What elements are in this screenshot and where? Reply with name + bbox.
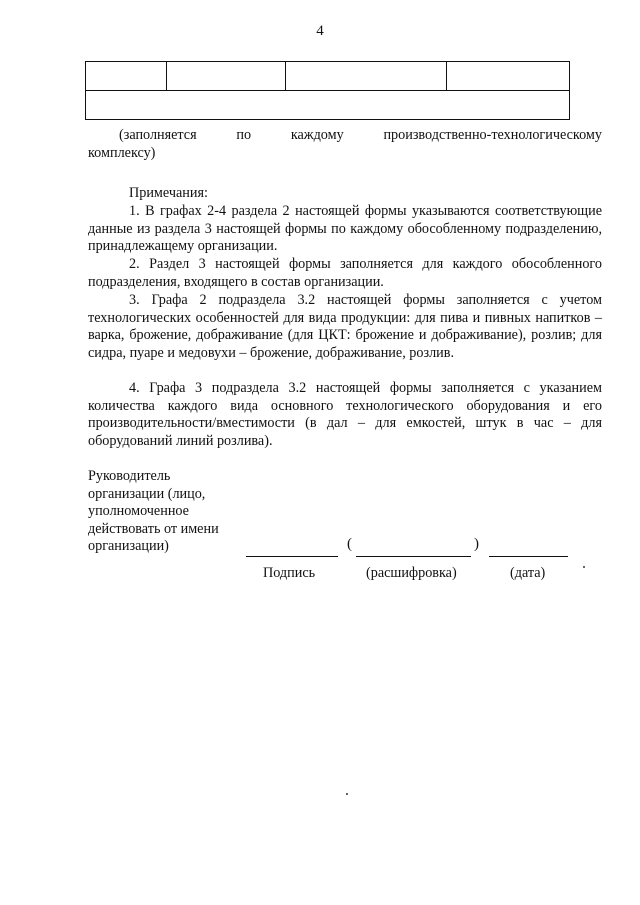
fill-note-line-1: (заполняется по каждому производственно-технологическому (119, 127, 602, 143)
note-item-2: 2. Раздел 3 настоящей формы заполняется для каждого обособленного подразделения, входящего в состав организации. (88, 256, 602, 290)
table-cell (446, 62, 569, 91)
note-item-4: 4. Графа 3 подраздела 3.2 настоящей формы заполняется с указанием количества каждого вида основного технологического оборудования и его производительности/вместимости (в дал – для емкостей, штук в час – для оборудований линий розлива). (88, 380, 602, 449)
note-item-3: 3. Графа 2 подраздела 3.2 настоящей формы заполняется с учетом технологических особенностей для вида продукции: для пива и пивных напитков – варка, брожение, дображивание (для ЦКТ: брожение и дображивание), розлив; для сидра, пуаре и медовухи – брожение, дображивание, розлив. (88, 292, 602, 361)
notes-title: Примечания: (129, 185, 208, 201)
table-row (86, 91, 570, 120)
table-cell-merged (86, 91, 570, 120)
signature-line (246, 556, 338, 557)
fill-note-line-2: комплексу) (88, 144, 156, 161)
table-row (86, 62, 570, 91)
table-cell (166, 62, 285, 91)
fill-note (88, 127, 602, 162)
caption-date: (дата) (510, 565, 546, 581)
table-cell (86, 62, 167, 91)
signer-label: Руководитель организации (лицо, уполномоченное действовать от имени организации) (88, 468, 219, 555)
date-line (489, 556, 568, 557)
close-paren: ) (474, 536, 479, 552)
note-item-1: 1. В графах 2-4 раздела 2 настоящей формы указываются соответствующие данные из раздела 3 настоящей формы по каждому обособленному подразделению, принадлежащему организации. (88, 203, 602, 255)
open-paren: ( (347, 536, 352, 552)
table-cell (285, 62, 446, 91)
caption-decoding: (расшифровка) (366, 565, 457, 581)
scan-speck (583, 566, 585, 568)
decoding-line (356, 556, 471, 557)
form-table (85, 61, 570, 120)
caption-signature: Подпись (263, 565, 316, 581)
scan-speck (346, 793, 348, 795)
page-number: 4 (316, 23, 324, 39)
